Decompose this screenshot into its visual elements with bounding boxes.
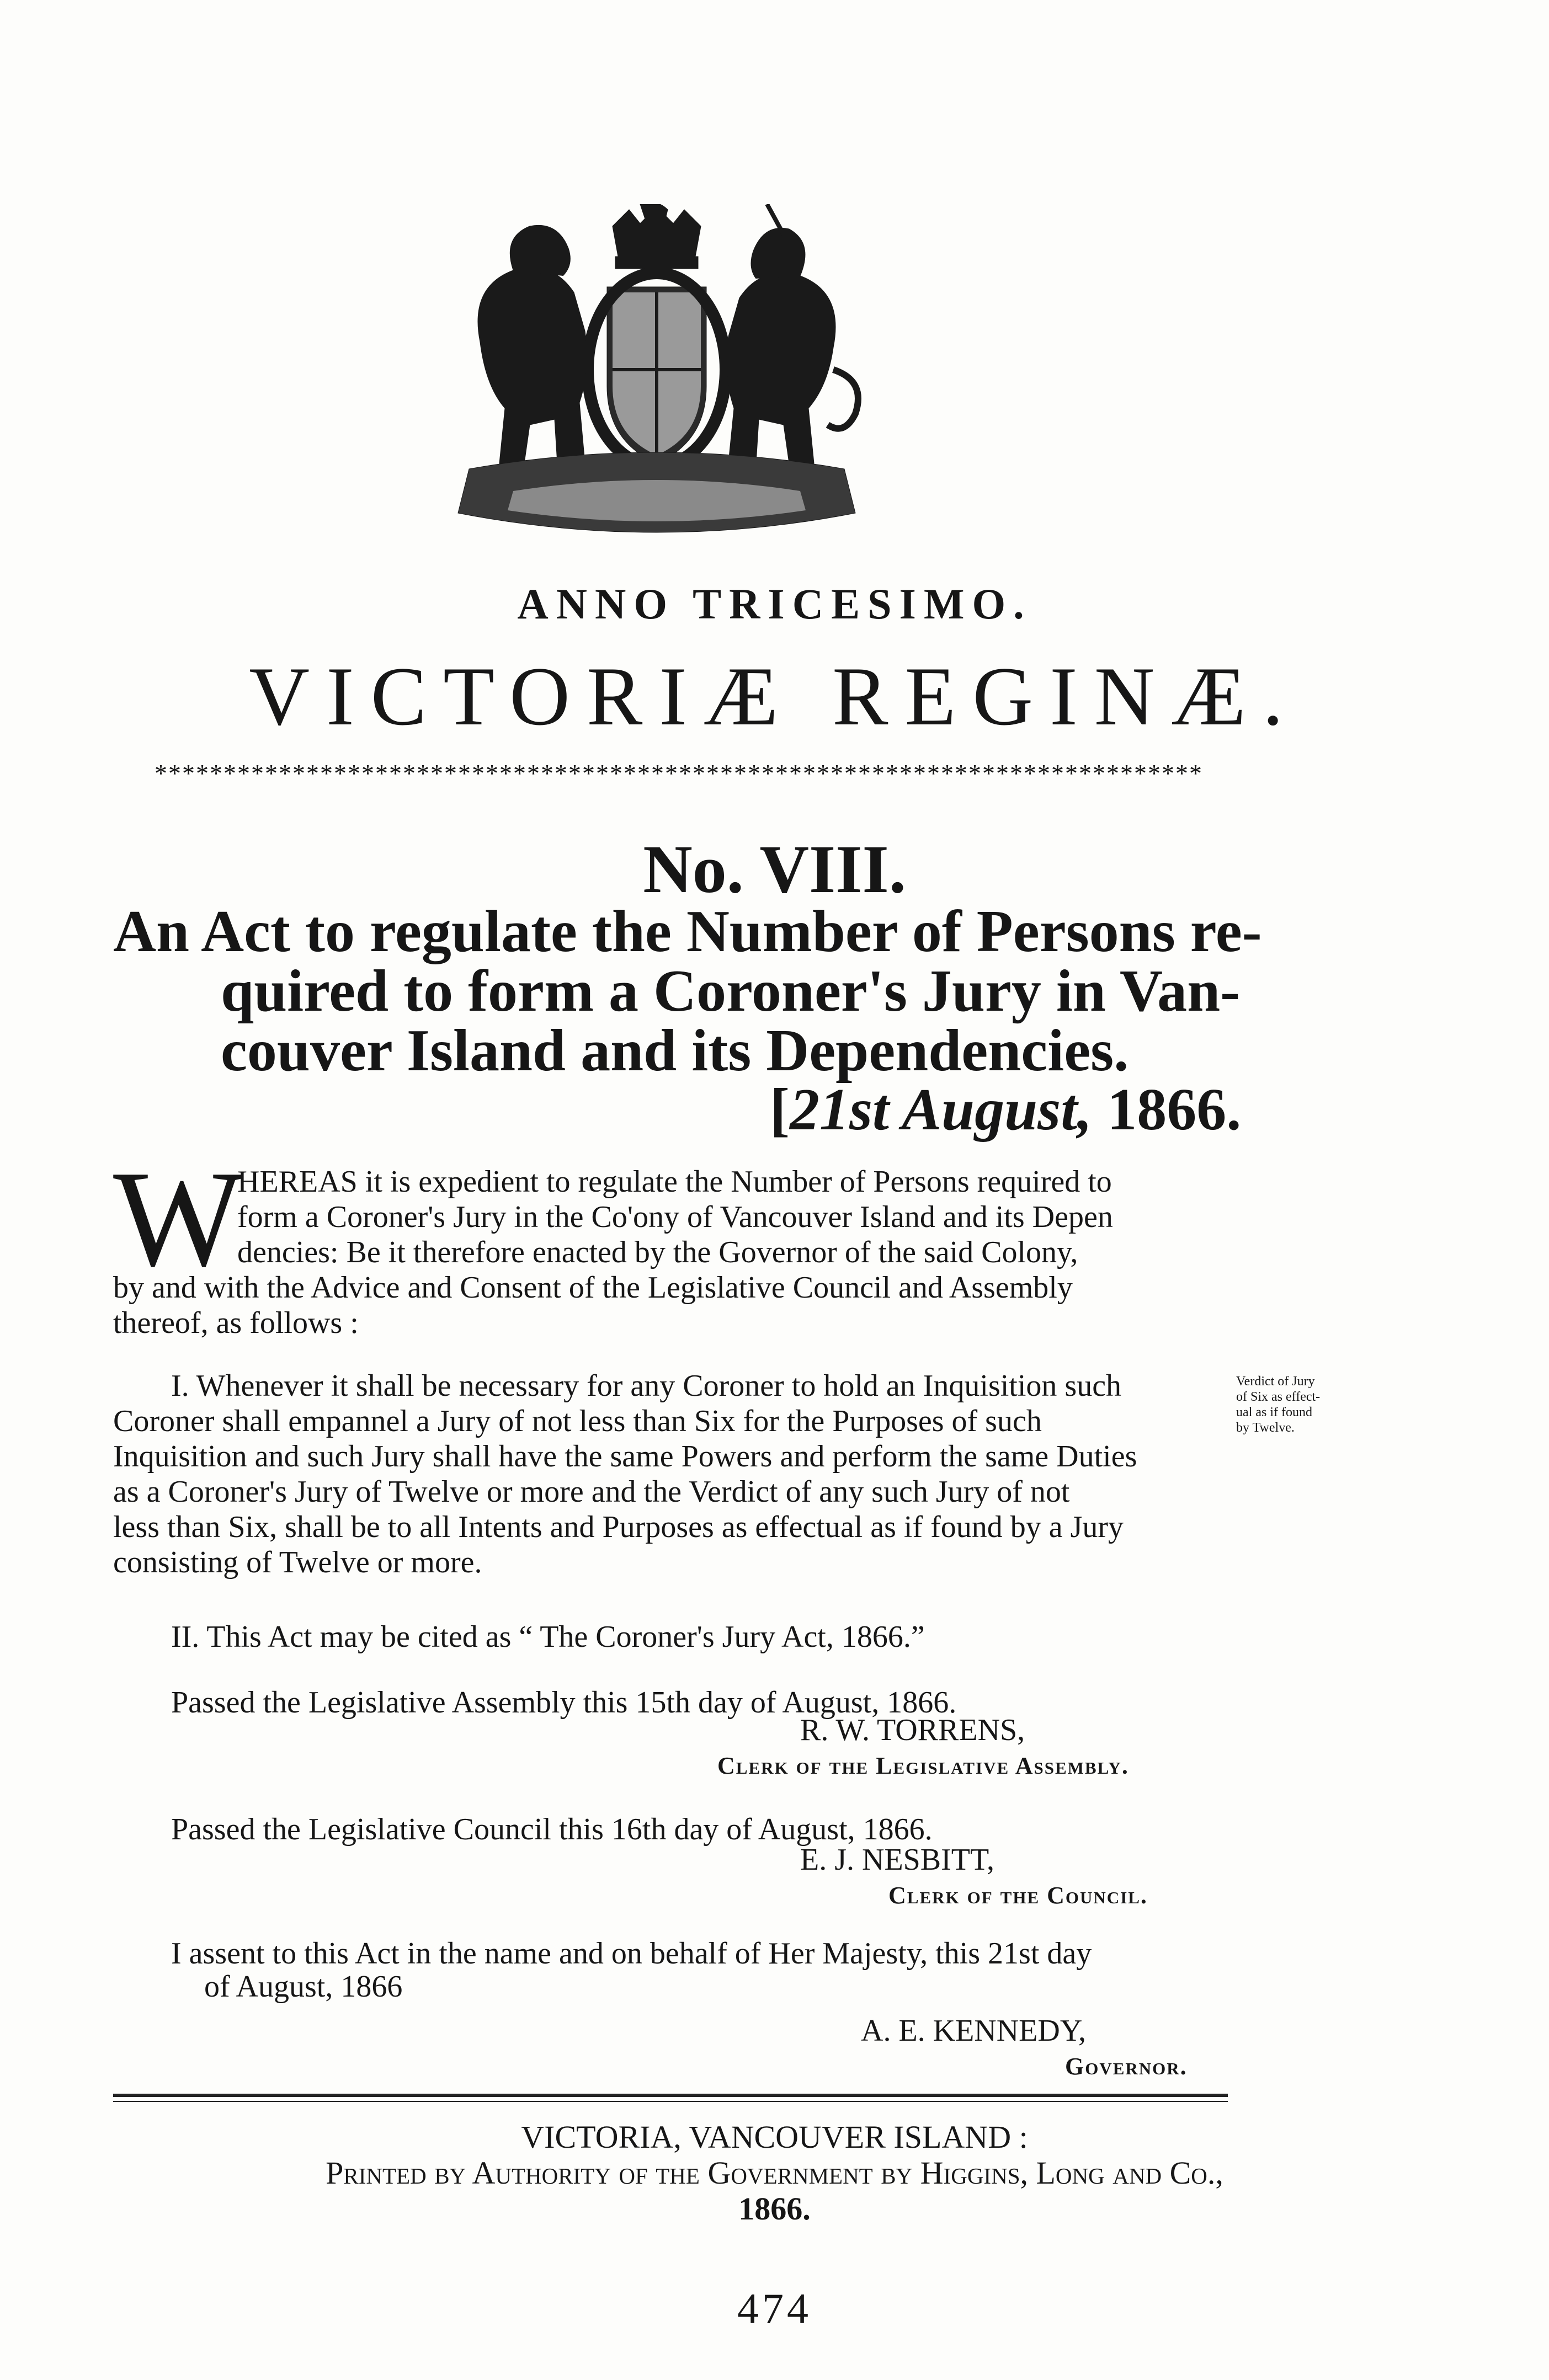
council-clerk-name: E. J. NESBITT, xyxy=(800,1843,995,1877)
anno-heading: ANNO TRICESIMO. xyxy=(517,580,1032,628)
section-1-line-6: consisting of Twelve or more. xyxy=(113,1545,482,1579)
marginal-note-line: by Twelve. xyxy=(1236,1421,1295,1435)
assembly-clerk-office: Clerk of the Legislative Assembly. xyxy=(717,1752,1129,1779)
drop-cap: W xyxy=(113,1143,243,1295)
section-1-line-3: Inquisition and such Jury shall have the same Powers and perform the same Duties xyxy=(113,1439,1137,1474)
regnal-year-heading: VICTORIÆ REGINÆ. xyxy=(249,650,1300,743)
royal-coat-of-arms-icon xyxy=(447,204,866,552)
assent-line-2: of August, 1866 xyxy=(204,1970,403,2004)
governor-office: Governor. xyxy=(1065,2053,1188,2080)
council-clerk-office: Clerk of the Council. xyxy=(888,1882,1148,1909)
imprint-year: 1866. xyxy=(738,2191,811,2227)
imprint-place: VICTORIA, VANCOUVER ISLAND : xyxy=(521,2119,1028,2155)
double-rule-thick xyxy=(113,2094,1228,2097)
marginal-note xyxy=(1236,1374,1320,1436)
preamble-line-1: HEREAS it is expedient to regulate the Number of Persons required to xyxy=(237,1165,1112,1199)
act-title-line-2: quired to form a Coroner's Jury in Van- xyxy=(221,958,1241,1024)
assent-line-1: I assent to this Act in the name and on behalf of Her Majesty, this 21st day xyxy=(171,1936,1092,1971)
marginal-note-line: ual as if found xyxy=(1236,1405,1312,1420)
ornamental-divider: **************************************************************************** xyxy=(155,759,1203,787)
preamble-line-3: dencies: Be it therefore enacted by the Governor of the said Colony, xyxy=(237,1235,1078,1269)
section-1-line-2: Coroner shall empannel a Jury of not less than Six for the Purposes of such xyxy=(113,1404,1042,1438)
imprint-printer: Printed by Authority of the Government by Higgins, Long and Co., xyxy=(326,2155,1223,2191)
act-title-line-1: An Act to regulate the Number of Persons re- xyxy=(113,899,1262,964)
act-date-year: 1866. xyxy=(1092,1077,1242,1143)
preamble-line-2: form a Coroner's Jury in the Co'ony of Vancouver Island and its Depen xyxy=(237,1200,1113,1234)
act-date xyxy=(770,1076,1241,1144)
double-rule-thin xyxy=(113,2101,1228,2102)
assembly-clerk-name: R. W. TORRENS, xyxy=(800,1713,1025,1747)
marginal-note-line: Verdict of Jury xyxy=(1236,1374,1315,1389)
page-number: 474 xyxy=(737,2285,812,2333)
council-passed: Passed the Legislative Council this 16th day of August, 1866. xyxy=(171,1812,933,1847)
marginal-note-line: of Six as effect- xyxy=(1236,1390,1321,1404)
assembly-passed: Passed the Legislative Assembly this 15th day of August, 1866. xyxy=(171,1685,957,1720)
section-1-line-4: as a Coroner's Jury of Twelve or more and the Verdict of any such Jury of not xyxy=(113,1475,1070,1509)
governor-name: A. E. KENNEDY, xyxy=(861,2014,1087,2048)
section-2: II. This Act may be cited as “ The Coroner's Jury Act, 1866.” xyxy=(171,1620,925,1654)
preamble-line-5: thereof, as follows : xyxy=(113,1306,359,1340)
act-number: No. VIII. xyxy=(643,831,906,907)
act-date-day: 21st August, xyxy=(789,1077,1093,1143)
section-1-line-1: I. Whenever it shall be necessary for any Coroner to hold an Inquisition such xyxy=(171,1369,1122,1403)
act-title-line-3: couver Island and its Dependencies. xyxy=(221,1018,1129,1084)
preamble-line-4: by and with the Advice and Consent of the Legislative Council and Assembly xyxy=(113,1271,1073,1305)
act-date-bracket: [ xyxy=(770,1077,790,1143)
section-1-line-5: less than Six, shall be to all Intents and Purposes as effectual as if found by a Jury xyxy=(113,1510,1124,1544)
